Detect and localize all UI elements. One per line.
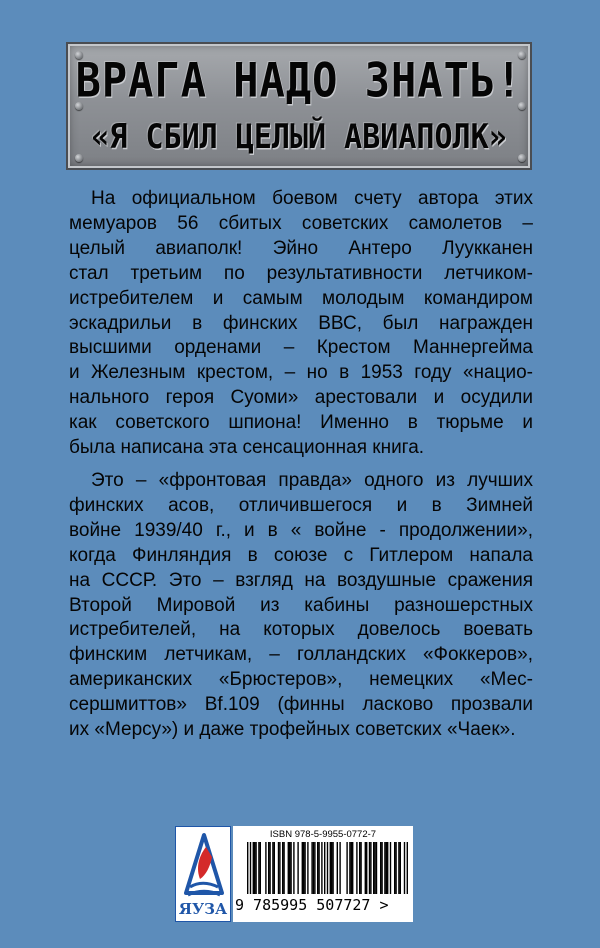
barcode-bar [307,842,308,894]
barcode-bar [282,842,283,894]
text-line: финских асов, отличившегося и в Зимней [69,494,533,516]
barcode-bar [337,842,338,894]
text-line: как советского шпиона! Именно в тюрьме и [69,412,533,434]
text-line: финским летчикам, – голландских «Фоккеров», [69,644,533,666]
barcode-bar [254,842,255,894]
barcode-bar [290,842,291,894]
barcode-bar [349,842,350,894]
barcode-bar [317,842,318,894]
barcode-bar [283,842,284,894]
text-line: нального героя Суоми» арестовали и осудили [69,387,533,409]
barcode-bar [398,842,399,894]
barcode-bar [303,842,304,894]
barcode-bar [269,842,270,894]
barcode-bar [313,842,314,894]
barcode-bar [374,842,375,894]
text-line: войне 1939/40 г., и в « войне - продолжении», [69,519,533,541]
barcode-bar [327,842,328,894]
barcode-bar [250,842,251,894]
barcode-bar [370,842,371,894]
text-line: целый авиаполк! Эйно Антеро Луукканен [69,237,533,259]
text-line: была написана эта сенсационная книга. [69,437,425,459]
barcode-bar [400,842,401,894]
barcode-bar [293,842,294,894]
isbn-barcode [233,826,413,922]
barcode-bar [279,842,280,894]
barcode-bar [253,842,254,894]
text-line: Второй Мировой из кабины разношерстных [69,594,533,616]
barcode-bar [314,842,315,894]
barcode-bar [255,842,256,894]
publisher-name: ЯУЗА [178,900,228,918]
text-line: высшими орденами – Крестом Маннергейма [69,337,533,359]
barcode-bar [324,842,325,894]
barcode-bar [258,842,259,894]
barcode-bar [332,842,333,894]
barcode-bar [331,842,332,894]
barcode-bar [407,842,408,894]
barcode-bar [360,842,361,894]
barcode-bar [304,842,305,894]
barcode-bar [268,842,269,894]
text-line: истребителем и самым молодым командиром [69,287,533,309]
text-line: и Железным крестом, – но в 1953 году «нацио- [69,362,533,384]
barcode-bar [297,842,298,894]
text-line: стал третьим по результативности летчиком- [69,262,533,284]
text-line: Это – «фронтовая правда» одного из лучших [91,469,533,491]
text-line: истребителей, на которых довелось воевать [69,619,533,641]
series-title: ВРАГА НАДО ЗНАТЬ! [75,53,523,108]
barcode-bar [404,842,405,894]
title-plate [66,42,532,170]
text-line: эскадрильи в финских ВВС, был награжден [69,312,533,334]
barcode-bar [346,842,347,894]
barcode-bar [390,842,391,894]
text-line: на СССР. Это – взгляд на воздушные сражения [69,569,533,591]
barcode-bar [381,842,382,894]
barcode-bar [302,842,303,894]
text-line: На официальном боевом счету автора этих [91,188,533,209]
sail-logo-icon [176,827,232,907]
text-line: их «Мерсу») и даже трофейных советских «Чаек». [69,719,516,741]
barcode-bar [356,842,357,894]
barcode-bar [272,842,273,894]
barcode-bar [289,842,290,894]
barcode-bar [395,842,396,894]
barcode-bar [386,842,387,894]
text-line: мемуаров 56 сбитых советских самолетов – [69,212,533,234]
publisher-logo [175,826,231,922]
barcode-bar [330,842,331,894]
barcode-bar [247,842,248,894]
barcode-bar [373,842,374,894]
annotation-text [69,187,533,743]
barcode-bar [369,842,370,894]
barcode-bar [318,842,319,894]
barcode-bar [260,842,261,894]
text-line: американских «Брюстеров», немецких «Мес- [69,669,533,691]
barcode-bar [351,842,352,894]
isbn-label: ISBN 978-5-9955-0772-7 [269,829,377,840]
barcode-bar [384,842,385,894]
barcode-bar [311,842,312,894]
barcode-bar [394,842,395,894]
text-line: сершмиттов» Bf.109 (финны ласково прозвали [69,694,533,716]
barcode-bar [278,842,279,894]
barcode-digits: 9 785995 507727 > [235,896,389,914]
barcode-bar [376,842,377,894]
text-line: когда Финляндия в союзе с Гитлером напала [69,544,533,566]
barcode-bar [352,842,353,894]
barcode-bar [365,842,366,894]
barcode-bar [265,842,266,894]
barcode-bar [359,842,360,894]
barcode-bar [274,842,275,894]
barcode-bar [288,842,289,894]
barcode-bar [387,842,388,894]
barcode-bar [366,842,367,894]
book-title: «Я СБИЛ ЦЕЛЫЙ АВИАПОЛК» [91,117,507,158]
barcode-bar [339,842,340,894]
barcode-bar [380,842,381,894]
barcode-bar [321,842,322,894]
